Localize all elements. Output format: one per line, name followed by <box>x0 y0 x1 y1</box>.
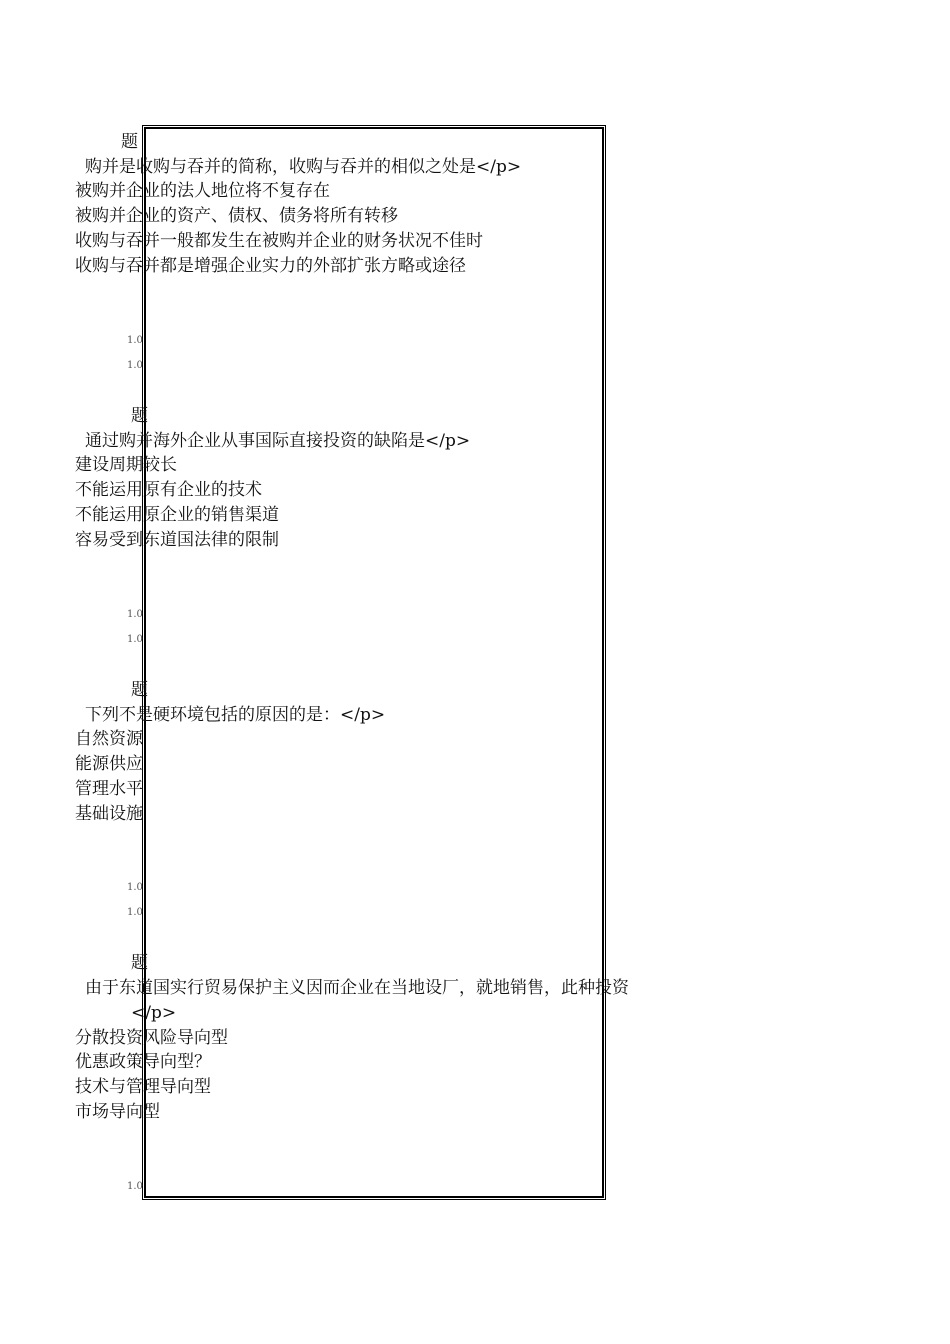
option-c: 技术与管理导向型 <box>75 1077 211 1097</box>
option-c: 管理水平 <box>75 779 143 799</box>
score-value: 1.0 <box>127 335 143 346</box>
score-value: 1.0 <box>127 634 143 645</box>
question-label: 题 <box>131 406 148 426</box>
score-value: 1.0 <box>127 907 143 918</box>
question-stem: 购并是收购与吞并的简称，收购与吞并的相似之处是</p> <box>85 157 522 177</box>
option-b: 不能运用原有企业的技术 <box>75 480 262 500</box>
option-b: 能源供应 <box>75 754 143 774</box>
question-stem: 通过购并海外企业从事国际直接投资的缺陷是</p> <box>85 431 471 451</box>
score-value: 1.0 <box>127 609 143 620</box>
question-stem: 下列不是硬环境包括的原因的是：</p> <box>85 705 386 725</box>
option-a: 自然资源 <box>75 729 143 749</box>
option-a: 分散投资风险导向型 <box>75 1028 228 1048</box>
question-stem-continuation: </p> <box>131 1003 177 1023</box>
question-stem: 由于东道国实行贸易保护主义因而企业在当地设厂，就地销售，此种投资 <box>85 978 629 998</box>
option-c: 不能运用原企业的销售渠道 <box>75 505 279 525</box>
option-d: 收购与吞并都是增强企业实力的外部扩张方略或途径 <box>75 256 466 276</box>
option-a: 被购并企业的法人地位将不复存在 <box>75 181 330 201</box>
option-b: 被购并企业的资产、债权、债务将所有转移 <box>75 206 398 226</box>
question-label: 题 <box>121 132 138 152</box>
option-d: 基础设施 <box>75 804 143 824</box>
option-d: 容易受到东道国法律的限制 <box>75 530 279 550</box>
option-d: 市场导向型 <box>75 1102 160 1122</box>
question-label: 题 <box>131 680 148 700</box>
option-c: 收购与吞并一般都发生在被购并企业的财务状况不佳时 <box>75 231 483 251</box>
score-value: 1.0 <box>127 1181 143 1192</box>
score-value: 1.0 <box>127 882 143 893</box>
score-value: 1.0 <box>127 360 143 371</box>
question-label: 题 <box>131 953 148 973</box>
option-b: 优惠政策导向型？ <box>75 1052 211 1072</box>
option-a: 建设周期较长 <box>75 455 177 475</box>
